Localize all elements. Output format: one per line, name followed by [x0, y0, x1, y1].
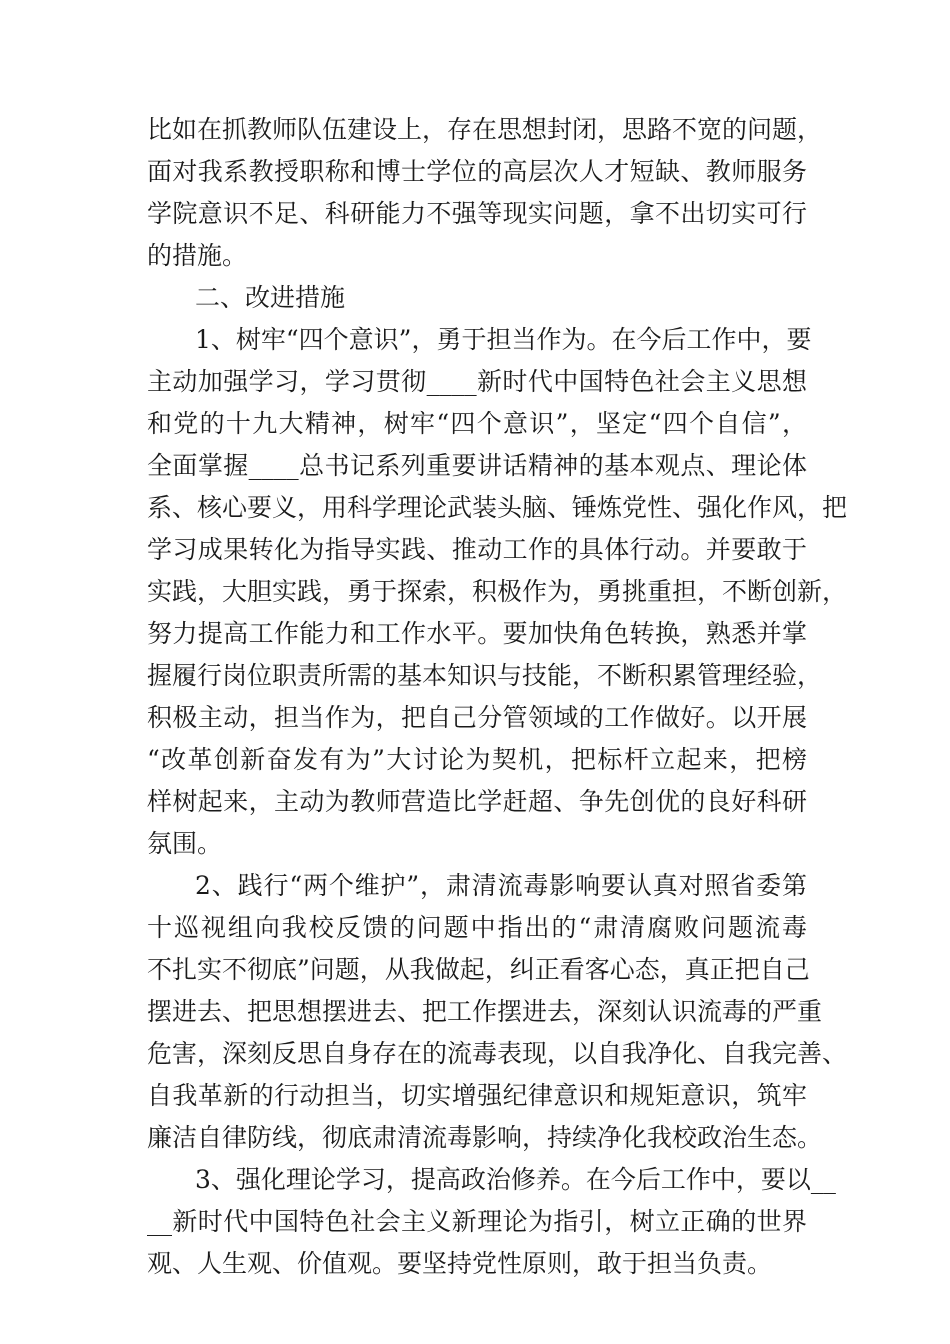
text-line: 2、践行“两个维护”，肃清流毒影响要认真对照省委第: [195, 871, 807, 900]
text-line: 实践，大胆实践，勇于探索，积极作为，勇挑重担，不断创新，: [147, 577, 848, 606]
text-line: 氛围。: [147, 829, 223, 858]
text-line: 和党的十九大精神，树牢“四个意识”，坚定“四个自信”，: [147, 409, 807, 438]
text-line: 3、强化理论学习，提高政治修养。在今后工作中，要以__: [195, 1165, 836, 1194]
text-line: 1、树牢“四个意识”，勇于担当作为。在今后工作中，要: [195, 325, 812, 354]
text-line: 系、核心要义，用科学理论武装头脑、锤炼党性、强化作风，把: [147, 493, 848, 522]
text-line: “改革创新奋发有为”大讨论为契机，把标杆立起来，把榜: [147, 745, 807, 774]
text-line: 全面掌握____总书记系列重要讲话精神的基本观点、理论体: [147, 451, 807, 480]
text-line: 学习成果转化为指导实践、推动工作的具体行动。并要敢于: [147, 535, 807, 564]
text-line: 危害，深刻反思自身存在的流毒表现，以自我净化、自我完善、: [147, 1039, 848, 1068]
text-line: 学院意识不足、科研能力不强等现实问题，拿不出切实可行: [147, 199, 807, 228]
text-line: 的措施。: [147, 241, 248, 270]
text-line: 廉洁自律防线，彻底肃清流毒影响，持续净化我校政治生态。: [147, 1123, 823, 1152]
text-line: 观、人生观、价值观。要坚持党性原则，敢于担当负责。: [147, 1249, 773, 1278]
text-line: 自我革新的行动担当，切实增强纪律意识和规矩意识，筑牢: [147, 1081, 807, 1110]
text-line: 面对我系教授职称和博士学位的高层次人才短缺、教师服务: [147, 157, 807, 186]
text-line: 摆进去、把思想摆进去、把工作摆进去，深刻认识流毒的严重: [147, 997, 823, 1026]
text-line: __新时代中国特色社会主义新理论为指引，树立正确的世界: [147, 1207, 807, 1236]
text-line: 主动加强学习，学习贯彻____新时代中国特色社会主义思想: [147, 367, 807, 396]
text-line: 握履行岗位职责所需的基本知识与技能，不断积累管理经验，: [147, 661, 823, 690]
text-line: 十巡视组向我校反馈的问题中指出的“肃清腐败问题流毒: [147, 913, 807, 942]
text-line: 样树起来，主动为教师营造比学赶超、争先创优的良好科研: [147, 787, 807, 816]
text-line: 不扎实不彻底”问题，从我做起，纠正看客心态，真正把自己: [147, 955, 810, 984]
text-line: 比如在抓教师队伍建设上，存在思想封闭，思路不宽的问题，: [147, 115, 823, 144]
text-line: 努力提高工作能力和工作水平。要加快角色转换，熟悉并掌: [147, 619, 807, 648]
section-heading: 二、改进措施: [195, 283, 346, 312]
text-line: 积极主动，担当作为，把自己分管领域的工作做好。以开展: [147, 703, 807, 732]
